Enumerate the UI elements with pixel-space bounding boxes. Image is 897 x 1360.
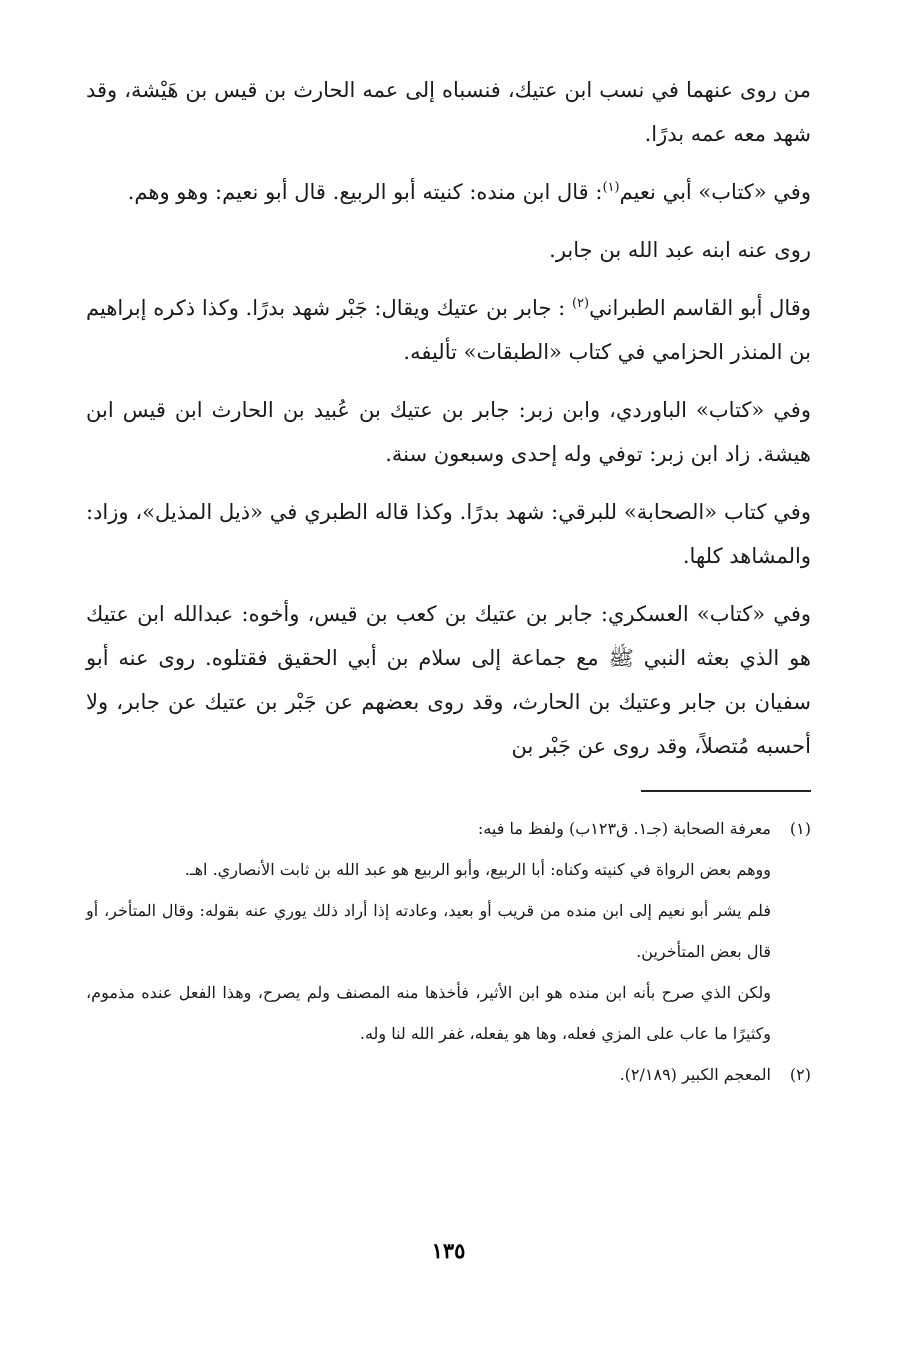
footnote-1-number: (١) (789, 819, 811, 838)
footnote-2-number: (٢) (789, 1065, 811, 1084)
footnote-1 (86, 808, 811, 849)
paragraph-4 (86, 286, 811, 374)
footnote-divider (641, 790, 811, 792)
paragraph-6: وفي كتاب «الصحابة» للبرقي: شهد بدرًا. وكذا قاله الطبري في «ذيل المذيل»، وزاد: والمشاهد كلها. (86, 500, 811, 568)
paragraph-4-start: وقال أبو القاسم الطبراني (589, 296, 811, 320)
paragraph-3: روى عنه ابنه عبد الله بن جابر. (549, 238, 811, 262)
paragraph-4-end: : جابر بن عتيك ويقال: جَبْر شهد بدرًا. وكذا ذكره إبراهيم بن المنذر الحزامي في كتاب «الطبقات» تأليفه. (86, 296, 811, 364)
paragraph-2-end: : قال ابن منده: كنيته أبو الربيع. قال أبو نعيم: وهو وهم. (127, 180, 603, 204)
page-number: ١٣٥ (431, 1238, 466, 1263)
footnote-ref-1[interactable]: (١) (602, 180, 620, 195)
footnote-1-quote-1: ووهم بعض الرواة في كنيته وكناه: أبا الربيع، وأبو الربيع هو عبد الله بن ثابت الأنصاري. اهـ. (184, 860, 771, 879)
paragraph-7: وفي «كتاب» العسكري: جابر بن عتيك بن كعب بن قيس، وأخوه: عبدالله ابن عتيك هو الذي بعثه النبي ﷺ مع جماعة إلى سلام بن أبي الحقيق فقتلوه. روى عنه أبو سفيان بن جابر وعتيك بن الحارث، وقد روى بعضهم عن جَبْر بن عتيك عن جابر، ولا أحسبه مُتصلاً، وقد روى عن جَبْر بن (86, 602, 811, 758)
main-text (86, 68, 811, 768)
paragraph-1: من روى عنهما في نسب ابن عتيك، فنسباه إلى عمه الحارث بن قيس بن هَيْشة، وقد شهد معه عمه بدرًا. (86, 78, 811, 146)
footnote-1-quote-3: ولكن الذي صرح بأنه ابن منده هو ابن الأثير، فأخذها منه المصنف ولم يصرح، وهذا الفعل عنده مذموم، وكثيرًا ما عاب على المزي فعله، وها هو يفعله، غفر الله لنا وله. (86, 983, 771, 1043)
footnote-ref-2[interactable]: (٢) (571, 296, 590, 311)
paragraph-2 (86, 170, 811, 214)
footnote-2 (86, 1054, 811, 1095)
paragraph-2-start: وفي «كتاب» أبي نعيم (619, 180, 811, 204)
footnote-1-text: معرفة الصحابة (جـ١. ق١٢٣ب) ولفظ ما فيه: (477, 819, 771, 838)
footnote-1-quote-2: فلم يشر أبو نعيم إلى ابن منده من قريب أو بعيد، وعادته إذا أراد ذلك يوري عنه بقوله: وقال المتأخر، أو قال بعض المتأخرين. (86, 901, 771, 961)
footnote-2-text: المعجم الكبير (٢/١٨٩). (619, 1065, 771, 1084)
paragraph-5: وفي «كتاب» الباوردي، وابن زبر: جابر بن عتيك بن عُبيد بن الحارث ابن قيس ابن هيشة. زاد ابن زبر: توفي وله إحدى وسبعون سنة. (86, 398, 811, 466)
footnotes (86, 808, 811, 1095)
